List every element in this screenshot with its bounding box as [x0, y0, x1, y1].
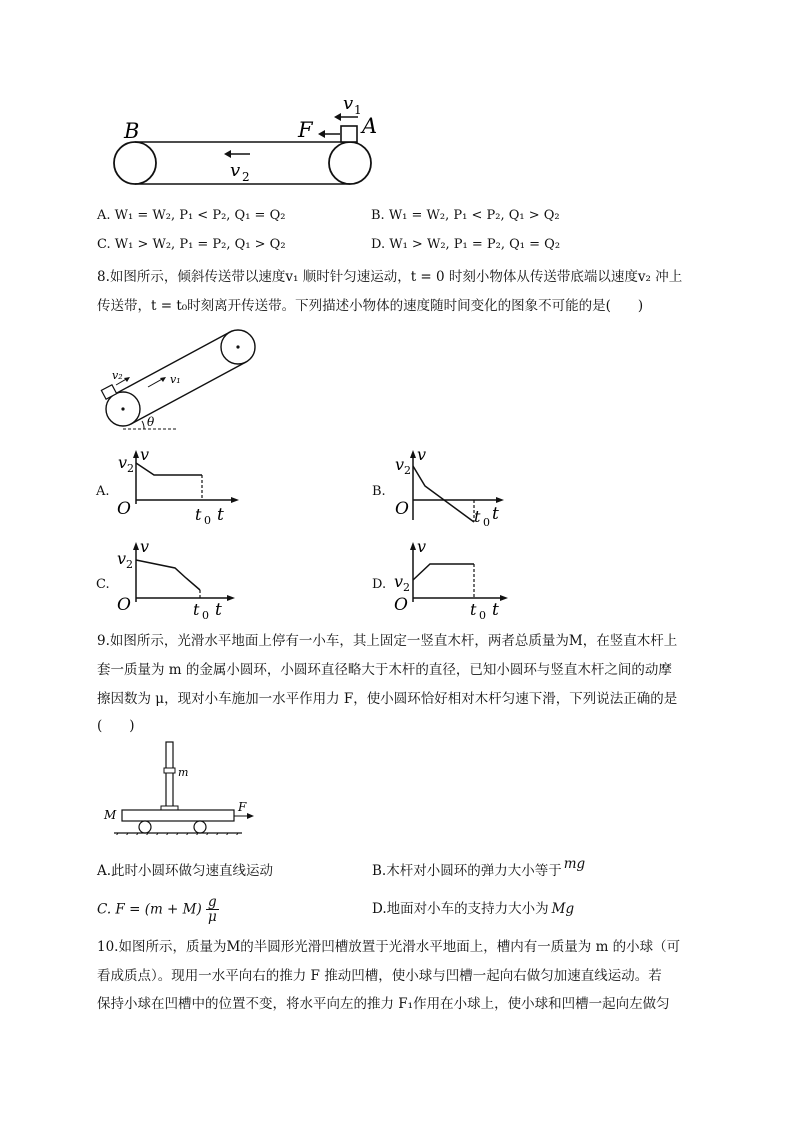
- svg-text:2: 2: [126, 558, 133, 571]
- q9-option-c-text: C. F = (m + M): [97, 901, 202, 918]
- fig-m: m: [178, 766, 189, 779]
- q9-option-c-fraction: $\frac{g}{\mu}$: [207, 894, 217, 925]
- q9-option-d-math: Mg: [551, 901, 575, 917]
- label-v1: v: [343, 93, 354, 114]
- q8-line-1: 8.如图所示，倾斜传送带以速度v₁ 顺时针匀速运动，t = 0 时刻小物体从传送带底端以速度v₂ 冲上: [97, 269, 683, 285]
- svg-text:0: 0: [202, 609, 209, 620]
- q9-option-d-text: D.地面对小车的支持力大小为: [372, 901, 549, 917]
- q8-option-a: A.: [96, 484, 110, 499]
- fig-F: F: [238, 800, 247, 814]
- fig-v1: v₁: [170, 373, 181, 386]
- q8-graph-d: [392, 540, 522, 620]
- svg-text:v: v: [394, 572, 404, 591]
- q7-option-b: B. W₁ = W₂, P₁ < P₂, Q₁ > Q₂: [371, 208, 560, 223]
- svg-text:O: O: [394, 595, 408, 615]
- right-pulley: [329, 142, 371, 184]
- label-v2-sub: 2: [242, 170, 250, 184]
- q10-line-2: 看成质点）。现用一水平向右的推力 F 推动凹槽，使小球与凹槽一起向右做匀加速直线运动。若: [97, 968, 662, 984]
- q10-line-1: 10.如图所示，质量为M的半圆形光滑凹槽放置于光滑水平地面上，槽内有一质量为 m 的小球（可: [97, 939, 681, 955]
- svg-text:v: v: [395, 455, 405, 474]
- fig-v2: v₂: [112, 369, 123, 382]
- svg-text:t: t: [492, 600, 499, 620]
- svg-text:O: O: [117, 499, 131, 519]
- svg-text:t: t: [193, 600, 200, 619]
- svg-text:v: v: [118, 453, 128, 472]
- q7-option-d: D. W₁ > W₂, P₁ = P₂, Q₁ = Q₂: [371, 237, 561, 252]
- svg-text:t: t: [470, 600, 477, 619]
- svg-text:v: v: [417, 540, 427, 556]
- q10-line-3: 保持小球在凹槽中的位置不变，将水平向左的推力 F₁作用在小球上，使小球和凹槽一起向左做匀: [97, 996, 670, 1012]
- q8-option-b: B.: [372, 484, 386, 499]
- q8-incline-figure: [96, 325, 276, 435]
- q8-option-c: C.: [96, 577, 110, 592]
- svg-text:v: v: [140, 540, 150, 556]
- svg-text:2: 2: [403, 581, 410, 594]
- fig-theta: θ: [147, 415, 155, 429]
- svg-text:O: O: [395, 499, 409, 519]
- svg-text:0: 0: [204, 514, 211, 527]
- q7-conveyor-figure: [100, 90, 400, 195]
- q7-option-a: A. W₁ = W₂, P₁ < P₂, Q₁ = Q₂: [97, 208, 286, 223]
- svg-text:t: t: [492, 504, 499, 524]
- q9-option-b: [372, 856, 586, 880]
- q9-line-2: 套一质量为 m 的金属小圆环，小圆环直径略大于木杆的直径，已知小圆环与竖直木杆之间的动摩: [97, 662, 672, 678]
- q9-line-3: 擦因数为 μ，现对小车施加一水平作用力 F，使小圆环恰好相对木杆匀速下滑，下列说法正确的是: [97, 691, 678, 707]
- svg-text:t: t: [195, 505, 202, 524]
- q9-cart-figure: [100, 740, 260, 835]
- q8-graph-a: [115, 448, 245, 528]
- q8-graph-b: [392, 448, 522, 528]
- svg-text:0: 0: [483, 516, 490, 528]
- label-b: B: [124, 119, 140, 143]
- q8-option-d: D.: [372, 577, 387, 592]
- label-v2: v: [230, 160, 241, 181]
- svg-text:2: 2: [404, 464, 411, 477]
- svg-text:0: 0: [479, 609, 486, 620]
- q9-option-c: [97, 895, 219, 924]
- label-f: F: [298, 118, 313, 142]
- q9-line-4: ( ): [97, 718, 135, 734]
- q9-option-b-text: B.木杆对小圆环的弹力大小等于: [372, 863, 562, 879]
- svg-text:O: O: [117, 595, 131, 615]
- label-v1-sub: 1: [354, 103, 362, 117]
- svg-text:2: 2: [127, 462, 134, 475]
- q9-option-a: A.此时小圆环做匀速直线运动: [97, 863, 274, 879]
- left-pulley: [114, 142, 156, 184]
- q7-option-c: C. W₁ > W₂, P₁ = P₂, Q₁ > Q₂: [97, 237, 286, 252]
- svg-text:v: v: [117, 549, 127, 568]
- block: [341, 126, 357, 142]
- svg-text:v: v: [417, 448, 427, 464]
- svg-text:t: t: [217, 505, 224, 525]
- fig-M: M: [104, 808, 117, 822]
- svg-text:t: t: [215, 600, 222, 620]
- q9-option-b-math: mg: [563, 856, 586, 872]
- svg-text:t: t: [474, 507, 481, 526]
- q9-line-1: 9.如图所示，光滑水平地面上停有一小车，其上固定一竖直木杆，两者总质量为M，在竖直木杆上: [97, 633, 678, 649]
- label-a: A: [362, 114, 378, 138]
- q8-graph-c: [115, 540, 245, 620]
- q9-option-d: [372, 900, 574, 918]
- svg-text:v: v: [140, 448, 150, 464]
- q8-line-2: 传送带，t = t₀时刻离开传送带。下列描述小物体的速度随时间变化的图象不可能的是( ): [97, 298, 644, 314]
